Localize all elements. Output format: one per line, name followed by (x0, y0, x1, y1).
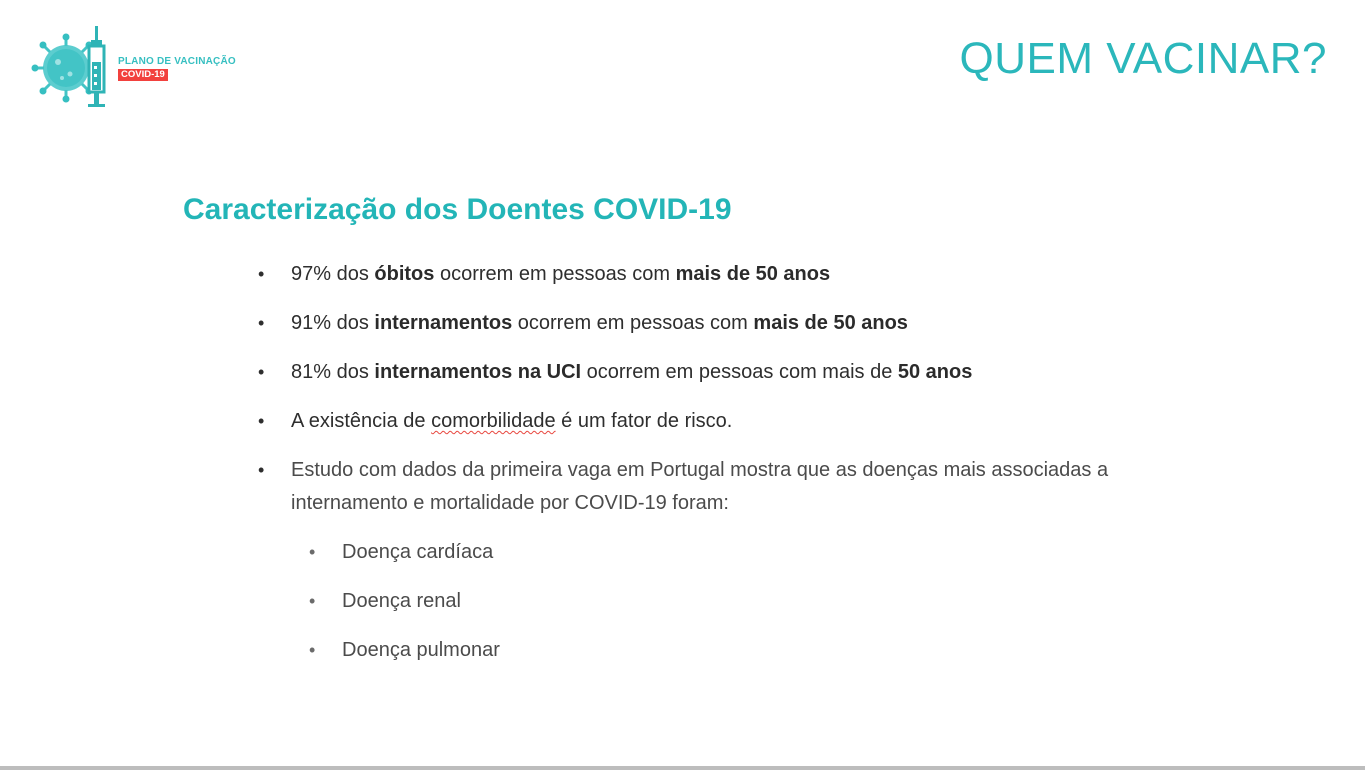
bullet-text: A existência de (291, 410, 432, 432)
bottom-divider (0, 766, 1365, 770)
sub-bullet-list (291, 536, 1218, 667)
spellcheck-word[interactable]: comorbilidade (431, 410, 556, 432)
sub-list-item: • Doença renal (309, 585, 1218, 618)
logo-title: PLANO DE VACINAÇÃO (118, 56, 236, 67)
bullet-emphasis: mais de 50 anos (753, 312, 908, 334)
sub-list-item: • Doença cardíaca (309, 536, 1218, 569)
bullet-text: 97% dos (291, 263, 375, 285)
section-heading: Caracterização dos Doentes COVID-19 (183, 193, 732, 226)
bullet-emphasis: internamentos na UCI (374, 361, 582, 383)
bullet-text: ocorrem em pessoas com mais de (581, 361, 898, 383)
logo-tag: COVID-19 (118, 69, 168, 81)
list-item (258, 356, 1218, 389)
bullet-text: ocorrem em pessoas com (434, 263, 676, 285)
list-item (258, 258, 1218, 291)
bullet-text: 81% dos (291, 361, 375, 383)
bullet-list (258, 258, 1218, 683)
bullet-text: Estudo com dados da primeira vaga em Portugal mostra que as doenças mais associadas a internamento e mortalidade por COVID-19 foram: (291, 459, 1109, 514)
virus-syringe-icon (28, 22, 116, 114)
bullet-emphasis: internamentos (374, 312, 513, 334)
slide-title: QUEM VACINAR? (959, 34, 1327, 83)
bullet-text: 91% dos (291, 312, 375, 334)
bullet-emphasis: óbitos (374, 263, 435, 285)
bullet-emphasis: 50 anos (897, 361, 973, 383)
list-item (258, 454, 1218, 667)
sub-list-item: • Doença pulmonar (309, 634, 1218, 667)
bullet-text: ocorrem em pessoas com (512, 312, 754, 334)
list-item (258, 405, 1218, 438)
list-item (258, 307, 1218, 340)
plan-logo (28, 22, 258, 114)
bullet-emphasis: mais de 50 anos (675, 263, 831, 285)
bullet-text: é um fator de risco. (555, 410, 733, 432)
